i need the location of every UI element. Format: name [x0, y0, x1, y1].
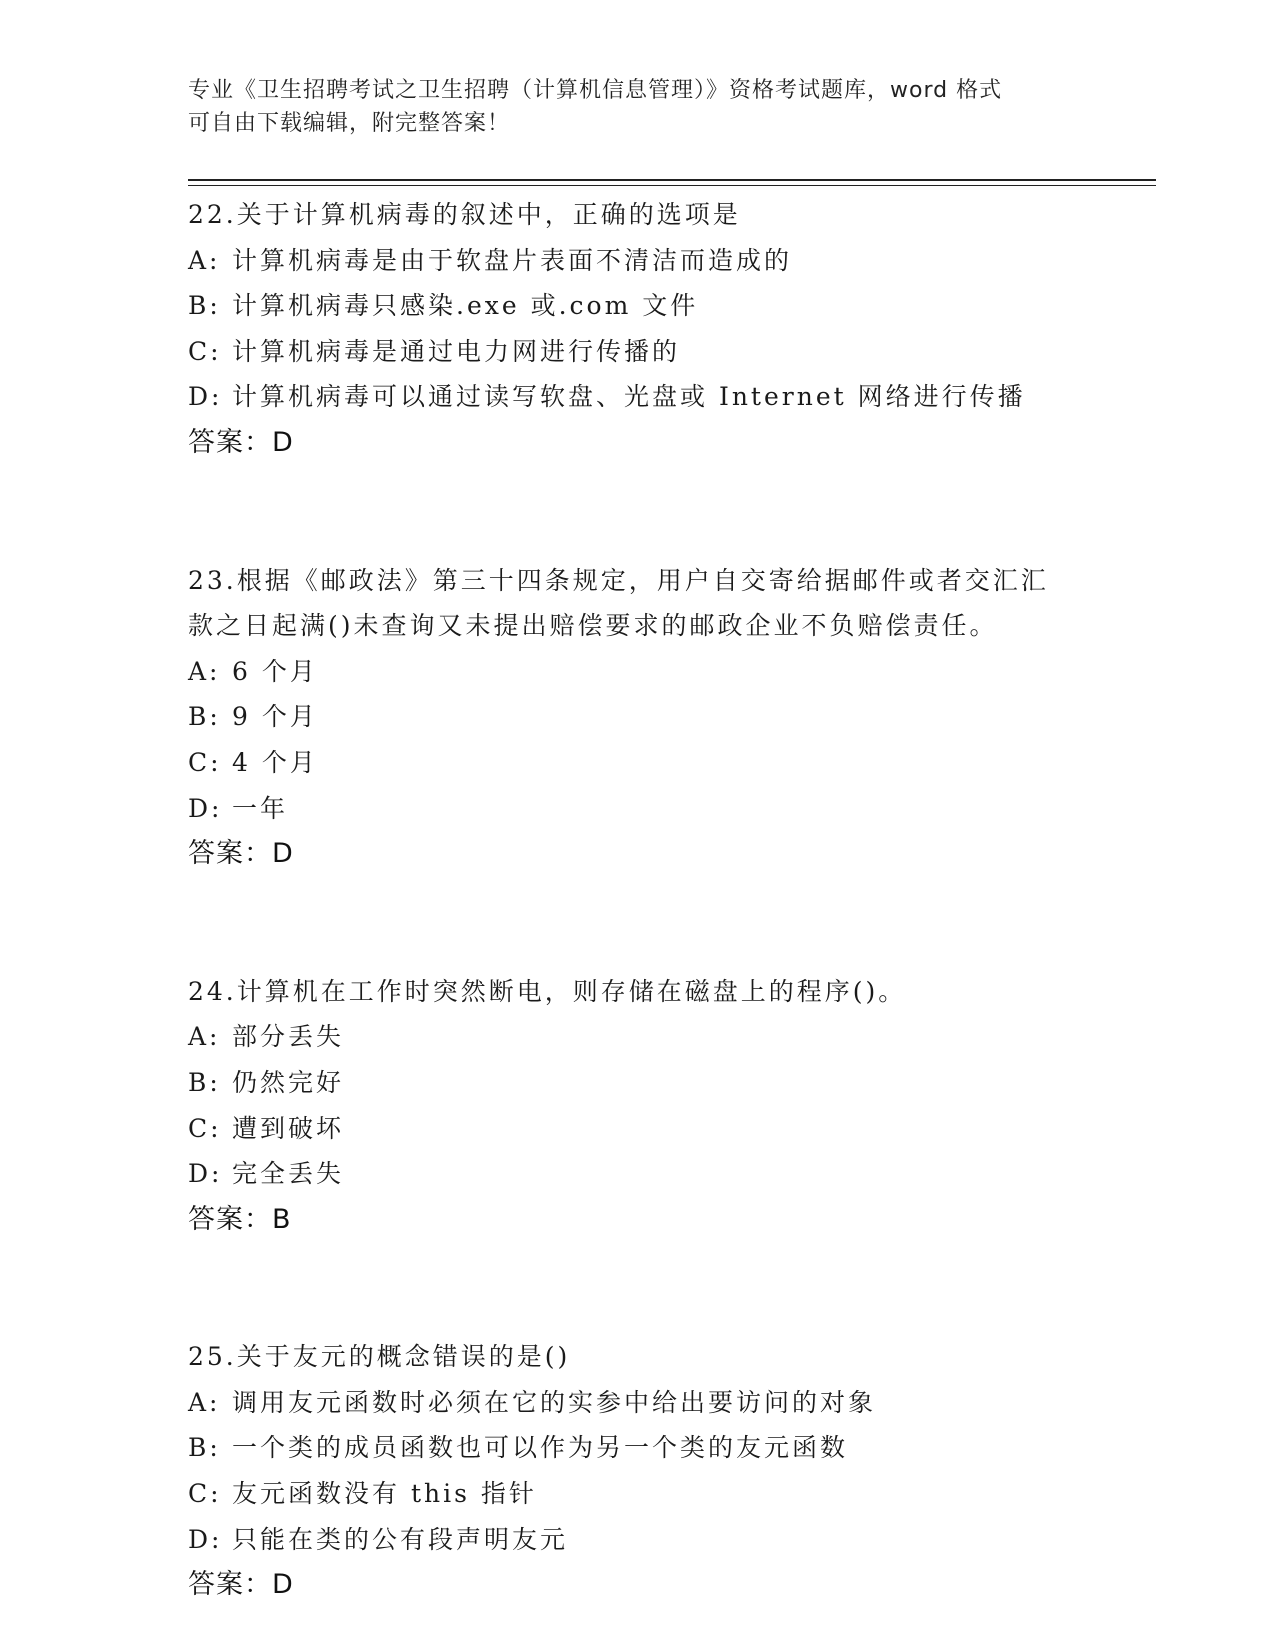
- question-stem: 25.关于友元的概念错误的是(): [188, 1342, 571, 1372]
- header-line-2: 可自由下载编辑，附完整答案！: [188, 111, 511, 136]
- option-text: 调用友元函数时必须在它的实参中给出要访问的对象: [232, 1387, 877, 1417]
- option-letter: B:: [188, 702, 221, 732]
- option-letter: C:: [188, 336, 222, 366]
- answer-option: [188, 1517, 1148, 1563]
- answer-option: [188, 329, 1148, 375]
- question-spacer: [188, 877, 1148, 969]
- question-stem: 23.根据《邮政法》第三十四条规定，用户自交寄给据邮件或者交汇汇: [188, 565, 1049, 595]
- option-text: 部分丢失: [232, 1022, 345, 1052]
- option-letter: A:: [188, 245, 221, 275]
- answer-option: [188, 1380, 1148, 1426]
- answer-option: [188, 283, 1148, 329]
- option-letter: D:: [188, 1159, 223, 1189]
- option-text: 只能在类的公有段声明友元: [232, 1524, 569, 1554]
- option-text: 9 个月: [232, 702, 318, 732]
- question-stem: 款之日起满()未查询又未提出赔偿要求的邮政企业不负赔偿责任。: [188, 611, 998, 641]
- answer-option: [188, 1060, 1148, 1106]
- question-list: [188, 192, 1148, 1608]
- answer-option: [188, 1106, 1148, 1152]
- answer-option: [188, 740, 1148, 786]
- option-letter: B:: [188, 1433, 221, 1463]
- header-divider-thick: [188, 179, 1156, 181]
- answer-option: [188, 1471, 1148, 1517]
- option-letter: D:: [188, 1524, 223, 1554]
- option-text: 遭到破坏: [232, 1113, 345, 1143]
- answer-option: [188, 374, 1148, 420]
- option-letter: B:: [188, 1067, 221, 1097]
- answer-key: 答案：B: [188, 1203, 292, 1235]
- option-letter: A:: [188, 656, 221, 686]
- option-text: 一年: [232, 793, 289, 823]
- option-text: 6 个月: [232, 656, 318, 686]
- question-block: [188, 192, 1148, 466]
- option-letter: C:: [188, 1479, 222, 1509]
- question-block: [188, 969, 1148, 1243]
- option-text: 计算机病毒可以通过读写软盘、光盘或 Internet 网络进行传播: [232, 382, 1026, 412]
- option-text: 完全丢失: [232, 1159, 345, 1189]
- option-text: 仍然完好: [232, 1067, 345, 1097]
- answer-key: 答案：D: [188, 838, 294, 870]
- answer-option: [188, 694, 1148, 740]
- option-letter: A:: [188, 1387, 221, 1417]
- question-spacer: [188, 466, 1148, 558]
- option-letter: A:: [188, 1022, 221, 1052]
- header-line-1: 专业《卫生招聘考试之卫生招聘（计算机信息管理）》资格考试题库，word 格式: [188, 78, 1003, 103]
- option-text: 计算机病毒是由于软盘片表面不清洁而造成的: [232, 245, 793, 275]
- question-stem: 22.关于计算机病毒的叙述中，正确的选项是: [188, 200, 741, 229]
- option-text: 友元函数没有 this 指针: [232, 1479, 537, 1509]
- question-spacer: [188, 1242, 1148, 1334]
- option-text: 一个类的成员函数也可以作为另一个类的友元函数: [232, 1433, 849, 1463]
- option-text: 4 个月: [232, 747, 318, 777]
- answer-option: [188, 649, 1148, 695]
- option-letter: C:: [188, 1113, 222, 1143]
- answer-option: [188, 786, 1148, 832]
- question-block: [188, 558, 1148, 877]
- option-letter: D:: [188, 793, 223, 823]
- option-text: 计算机病毒只感染.exe 或.com 文件: [232, 291, 699, 321]
- answer-option: [188, 238, 1148, 284]
- document-header: [188, 74, 1088, 140]
- question-block: [188, 1334, 1148, 1608]
- question-stem: 24.计算机在工作时突然断电，则存储在磁盘上的程序()。: [188, 976, 907, 1006]
- option-letter: C:: [188, 747, 222, 777]
- option-text: 计算机病毒是通过电力网进行传播的: [232, 336, 681, 366]
- option-letter: B:: [188, 291, 221, 321]
- answer-option: [188, 1151, 1148, 1197]
- answer-key: 答案：D: [188, 1569, 294, 1601]
- header-divider-thin: [188, 185, 1156, 186]
- answer-option: [188, 1014, 1148, 1060]
- answer-key: 答案：D: [188, 426, 294, 458]
- option-letter: D:: [188, 382, 223, 412]
- answer-option: [188, 1425, 1148, 1471]
